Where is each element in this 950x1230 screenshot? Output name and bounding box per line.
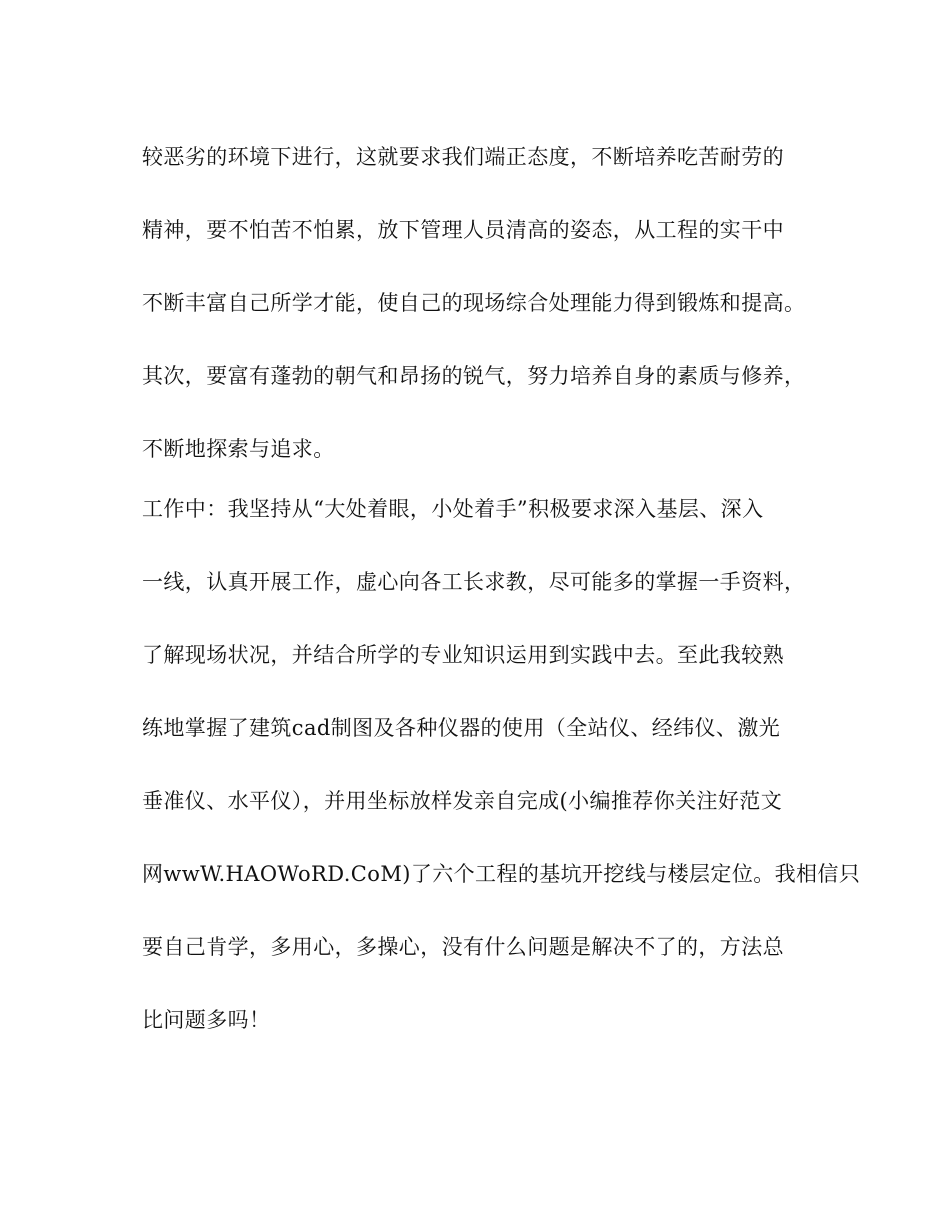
paragraph-2-line-3: 了解现场状况，并结合所学的专业知识运用到实践中去。至此我较熟 — [142, 643, 784, 667]
paragraph-1-line-1: 较恶劣的环境下进行，这就要求我们端正态度，不断培养吃苦耐劳的 — [142, 145, 784, 169]
paragraph-2-line-6: 网wwW.HAOWoRD.CoM)了六个工程的基坑开挖线与楼层定位。我相信只 — [142, 862, 861, 886]
paragraph-2-line-8: 比问题多吗！ — [142, 1008, 271, 1032]
paragraph-2-line-7: 要自己肯学，多用心，多操心，没有什么问题是解决不了的，方法总 — [142, 935, 784, 959]
paragraph-2-line-2: 一线，认真开展工作，虚心向各工长求教，尽可能多的掌握一手资料， — [142, 570, 806, 594]
paragraph-2-line-4: 练地掌握了建筑cad制图及各种仪器的使用（全站仪、经纬仪、激光 — [142, 716, 781, 740]
paragraph-1-line-2: 精神，要不怕苦不怕累，放下管理人员清高的姿态，从工程的实干中 — [142, 218, 784, 242]
paragraph-1-line-4: 其次，要富有蓬勃的朝气和昂扬的锐气，努力培养自身的素质与修养， — [142, 364, 806, 388]
paragraph-2-line-5: 垂准仪、水平仪），并用坐标放样发亲自完成(小编推荐你关注好范文 — [142, 789, 783, 813]
paragraph-2-line-1: 工作中：我坚持从“大处着眼，小处着手”积极要求深入基层、深入 — [142, 497, 764, 521]
paragraph-1-line-5: 不断地探索与追求。 — [142, 437, 335, 461]
paragraph-1-line-3: 不断丰富自己所学才能，使自己的现场综合处理能力得到锻炼和提高。 — [142, 291, 806, 315]
